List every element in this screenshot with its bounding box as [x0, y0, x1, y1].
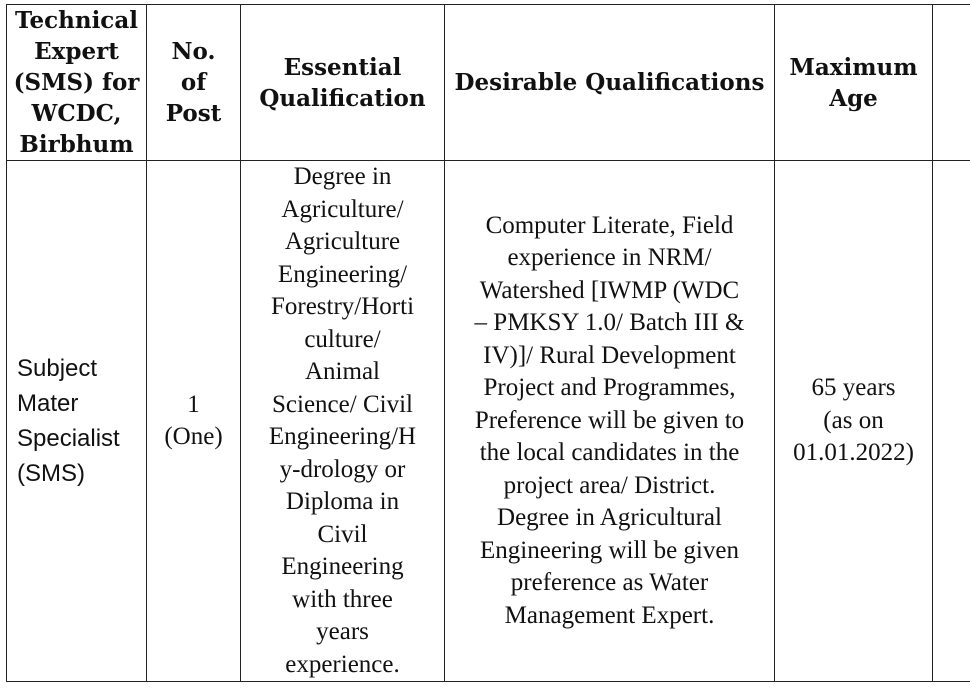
header-position-line: Technical	[15, 7, 138, 34]
table-row	[7, 161, 970, 682]
header-posts-line: Post	[165, 100, 222, 127]
cell-essential-qualification	[241, 161, 445, 682]
header-maximum-age	[775, 5, 933, 161]
cell-position	[7, 161, 147, 682]
cell-essential-line: Agriculture/	[281, 195, 404, 223]
cell-essential-line: experience.	[285, 650, 400, 678]
cell-essential-line: Civil	[317, 520, 368, 548]
cell-position-line: Subject	[17, 355, 98, 382]
cell-desirable-line: experience in NRM/	[507, 244, 712, 272]
header-essential-qualification	[241, 5, 445, 161]
cell-age-line: 65 years	[811, 374, 896, 402]
cell-posts-line: (One)	[164, 423, 223, 450]
header-position	[7, 5, 147, 161]
header-desirable-qualifications	[445, 5, 775, 161]
cell-maximum-age	[775, 161, 933, 682]
cell-desirable-line: Degree in Agricultural	[497, 504, 722, 532]
cell-essential-line: Engineering/	[277, 260, 408, 288]
cell-desirable-line: Preference will be given to	[474, 406, 745, 434]
header-position-line: Birbhum	[19, 131, 134, 158]
cell-desirable-line: Computer Literate, Field	[485, 211, 734, 239]
cell-position-line: (SMS)	[17, 460, 85, 487]
cell-essential-line: Animal	[305, 358, 380, 385]
cell-desirable-line: IV)]/ Rural Development	[483, 341, 736, 369]
header-cut-off-column	[933, 5, 970, 161]
cell-position-line: Mater	[17, 390, 79, 417]
cell-essential-line: Agriculture	[284, 228, 401, 255]
cell-essential-line: years	[316, 618, 369, 645]
header-posts-line: of	[180, 69, 207, 96]
cell-desirable-line: Management Expert.	[504, 601, 715, 629]
cell-age-line: 01.01.2022)	[793, 439, 914, 467]
cell-desirable-line: Project and Programmes,	[483, 374, 736, 402]
recruitment-table-container	[6, 4, 970, 688]
cell-essential-line: Engineering/H	[268, 423, 417, 450]
cell-essential-line: culture/	[304, 325, 381, 353]
cell-essential-line: with three	[292, 585, 393, 613]
cell-desirable-line: Watershed [IWMP (WDC	[479, 276, 740, 304]
header-position-line: (SMS) for	[13, 69, 140, 96]
cell-essential-line: Degree in	[293, 163, 392, 190]
cell-posts-line: 1	[187, 390, 200, 418]
header-number-of-posts	[147, 5, 241, 161]
header-essential-line: Essential	[283, 53, 402, 81]
cell-essential-line: Science/ Civil	[272, 390, 413, 418]
cell-desirable-line: project area/ District.	[503, 471, 716, 499]
cell-essential-line: Forestry/Horti	[270, 293, 415, 320]
header-age-line: Maximum	[789, 53, 918, 81]
cell-number-of-posts	[147, 161, 241, 682]
cell-desirable-line: Engineering will be given	[480, 536, 739, 564]
header-position-line: WCDC,	[31, 100, 122, 127]
cell-age-line: (as on	[823, 406, 884, 434]
cell-cut-off-column	[933, 161, 970, 682]
header-desirable-line: Desirable Qualifications	[454, 69, 765, 96]
header-age-line: Age	[829, 84, 878, 112]
recruitment-table	[6, 4, 970, 682]
cell-essential-line: Engineering	[281, 553, 404, 580]
cell-essential-line: y-drology or	[279, 455, 406, 483]
header-essential-line: Qualification	[259, 84, 426, 112]
cell-desirable-qualifications	[445, 161, 775, 682]
header-row	[7, 5, 970, 161]
cell-desirable-line: the local candidates in the	[479, 439, 740, 467]
cell-essential-line: Diploma in	[285, 488, 400, 515]
header-position-line: Expert	[34, 38, 119, 65]
header-posts-line: No.	[171, 38, 216, 65]
cell-position-line: Specialist	[17, 425, 120, 452]
cell-desirable-line: preference as Water	[510, 569, 709, 597]
cell-desirable-line: – PMKSY 1.0/ Batch III &	[474, 309, 745, 337]
